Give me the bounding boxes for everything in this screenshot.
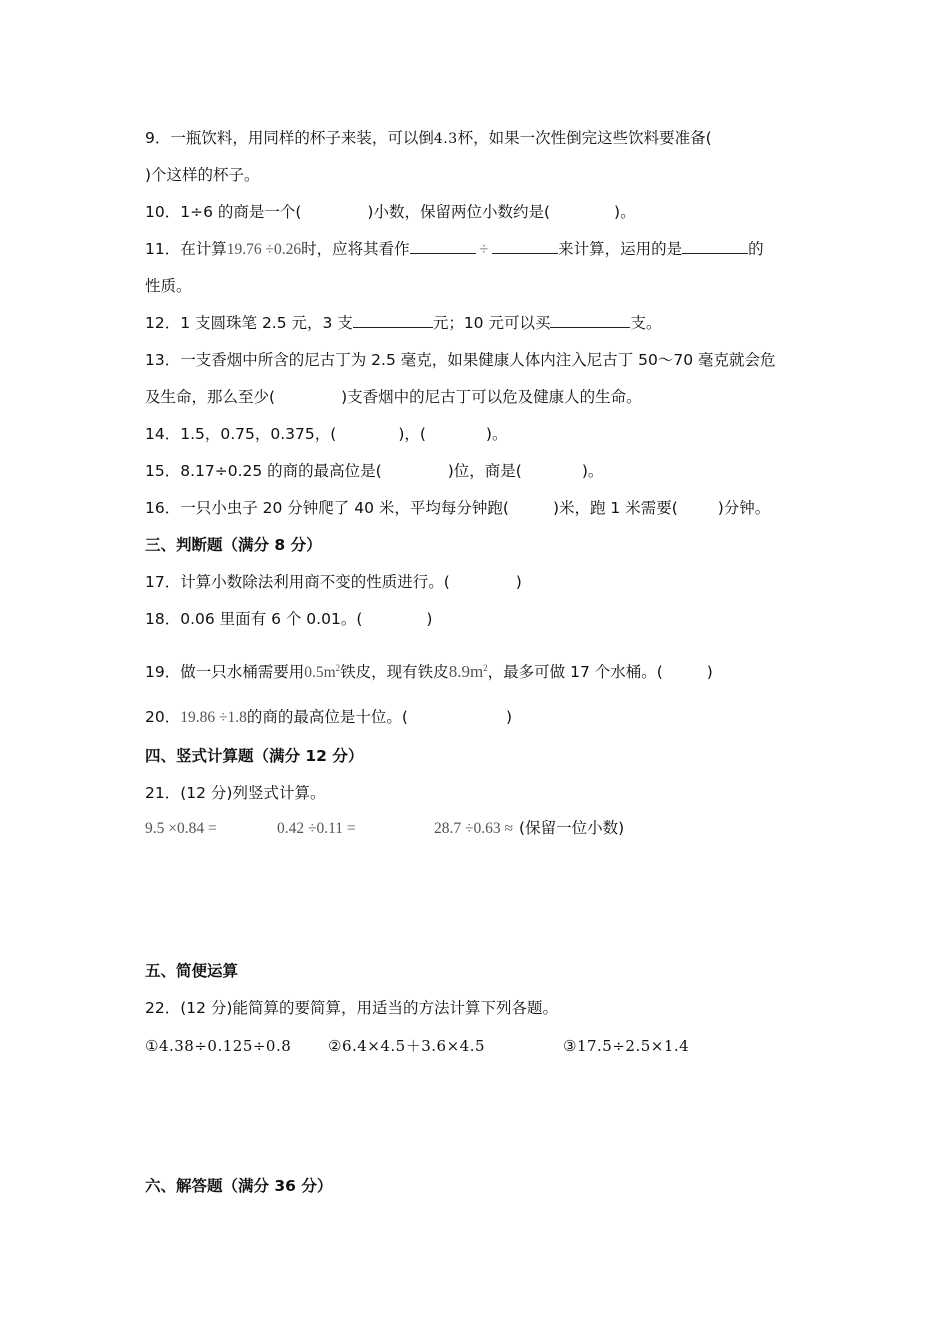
- question-9-cont: [145, 165, 260, 185]
- section-6-title: 六、解答题（满分 36 分）: [145, 1177, 333, 1195]
- q15-text-a: 15．8.17÷0.25 的商的最高位是(: [145, 462, 382, 480]
- q11-expression: 19.76 ÷0.26: [226, 241, 302, 258]
- q21-expr-2-text: 0.42 ÷0.11 =: [277, 820, 356, 837]
- q20-text-c: ): [505, 708, 512, 726]
- q19-area-2: 8.9m: [448, 662, 484, 682]
- q12-blank-1[interactable]: [353, 313, 433, 328]
- q20-text-a: 20．: [145, 708, 181, 726]
- q11-blank-1[interactable]: [410, 239, 476, 254]
- q15-text-c: )。: [581, 462, 604, 480]
- q9-number: 4.3: [433, 131, 458, 147]
- q11-blank-3[interactable]: [682, 239, 748, 254]
- question-14: [145, 424, 507, 444]
- q21-expression-2: [277, 818, 356, 839]
- question-13-cont: [145, 387, 642, 407]
- section-3-title: 三、判断题（满分 8 分）: [145, 536, 322, 554]
- q11-blank-2[interactable]: [492, 239, 558, 254]
- q16-text-b: )米，跑 1 米需要(: [552, 499, 678, 517]
- question-22: [145, 998, 558, 1018]
- q14-text-a: 14．1.5，0.75，0.375，(: [145, 425, 337, 443]
- q19-area-2-exp: 2: [483, 663, 488, 673]
- q13-text-b: 及生命，那么至少(: [145, 388, 276, 406]
- q19-text-d: ): [706, 663, 713, 682]
- q20-expression: 19.86 ÷1.8: [180, 709, 247, 726]
- q19-area-1: 0.5m: [304, 664, 336, 682]
- q11-text-b: 时，应将其看作: [301, 240, 410, 258]
- q12-blank-2[interactable]: [550, 313, 630, 328]
- q16-text-a: 16．一只小虫子 20 分钟爬了 40 米，平均每分钟跑(: [145, 499, 509, 517]
- q9-text-b: 杯，如果一次性倒完这些饮料要准备(: [457, 129, 712, 147]
- q14-text-b: )，(: [398, 425, 426, 443]
- q10-text-b: )小数，保留两位小数约是(: [367, 203, 551, 221]
- q11-text-c: 来计算，运用的是: [558, 240, 683, 258]
- q21-expression-1: [145, 818, 217, 839]
- question-20: [145, 707, 512, 728]
- q22-expression-1: ①4.38÷0.125÷0.8: [145, 1037, 292, 1055]
- q16-text-c: )分钟。: [717, 499, 771, 517]
- q18-text-a: 18．0.06 里面有 6 个 0.01。(: [145, 610, 363, 628]
- q9-text-c: )个这样的杯子。: [145, 166, 260, 184]
- question-15: [145, 461, 603, 481]
- q15-text-b: )位，商是(: [447, 462, 522, 480]
- q11-text-d: 的: [748, 240, 764, 258]
- question-21: [145, 783, 325, 803]
- q19-area-1-exp: 2: [335, 663, 341, 673]
- question-11: [145, 239, 764, 260]
- q17-text-b: ): [515, 573, 522, 591]
- q21-expression-3: [434, 818, 624, 839]
- q12-text-b: 元；10 元可以买: [432, 314, 551, 332]
- section-4-title: 四、竖式计算题（满分 12 分）: [145, 747, 364, 765]
- q21-text-a: 21．(12 分)列竖式计算。: [145, 784, 326, 802]
- question-17: [145, 572, 522, 592]
- q9-text-a: 9．一瓶饮料，用同样的杯子来装，可以倒: [145, 129, 434, 147]
- q22-text-a: 22．(12 分)能简算的要简算，用适当的方法计算下列各题。: [145, 999, 558, 1017]
- question-10: [145, 202, 636, 222]
- q11-text-a: 11．在计算: [145, 240, 227, 258]
- section-5-title: 五、简便运算: [145, 962, 239, 980]
- question-16: [145, 498, 770, 518]
- q19-text-c: ，最多可做 17 个水桶。(: [487, 663, 663, 682]
- q21-expr-1-text: 9.5 ×0.84 =: [145, 820, 217, 837]
- q13-text-c: )支香烟中的尼古丁可以危及健康人的生命。: [341, 388, 642, 406]
- question-18: [145, 609, 432, 629]
- q18-text-b: ): [426, 610, 433, 628]
- q14-text-c: )。: [485, 425, 508, 443]
- q22-expression-2: ②6.4×4.5＋3.6×4.5: [328, 1037, 486, 1055]
- question-13: [145, 350, 776, 370]
- question-19: [145, 658, 713, 683]
- q10-text-a: 10．1÷6 的商是一个(: [145, 203, 302, 221]
- question-12: [145, 313, 661, 333]
- q12-text-a: 12．1 支圆珠笔 2.5 元，3 支: [145, 314, 353, 332]
- q21-note: (保留一位小数): [519, 819, 625, 837]
- q13-text-a: 13．一支香烟中所含的尼古丁为 2.5 毫克，如果健康人体内注入尼古丁 50～70 毫克就会危: [145, 351, 776, 369]
- q11-text-e: 性质。: [145, 277, 192, 295]
- q17-text-a: 17．计算小数除法利用商不变的性质进行。(: [145, 573, 450, 591]
- question-9: [145, 128, 712, 149]
- q20-text-b: 的商的最高位是十位。(: [246, 708, 408, 726]
- q21-expr-3-text: 28.7 ÷0.63 ≈: [434, 820, 514, 837]
- q22-expression-3: ③17.5÷2.5×1.4: [563, 1037, 690, 1055]
- q10-text-c: )。: [614, 203, 636, 221]
- q19-text-b: 铁皮，现有铁皮: [340, 663, 449, 682]
- q11-divide-sign: ÷: [479, 241, 489, 258]
- q12-text-c: 支。: [630, 314, 662, 332]
- q19-text-a: 19．做一只水桶需要用: [145, 663, 305, 682]
- question-11-cont: [145, 276, 192, 296]
